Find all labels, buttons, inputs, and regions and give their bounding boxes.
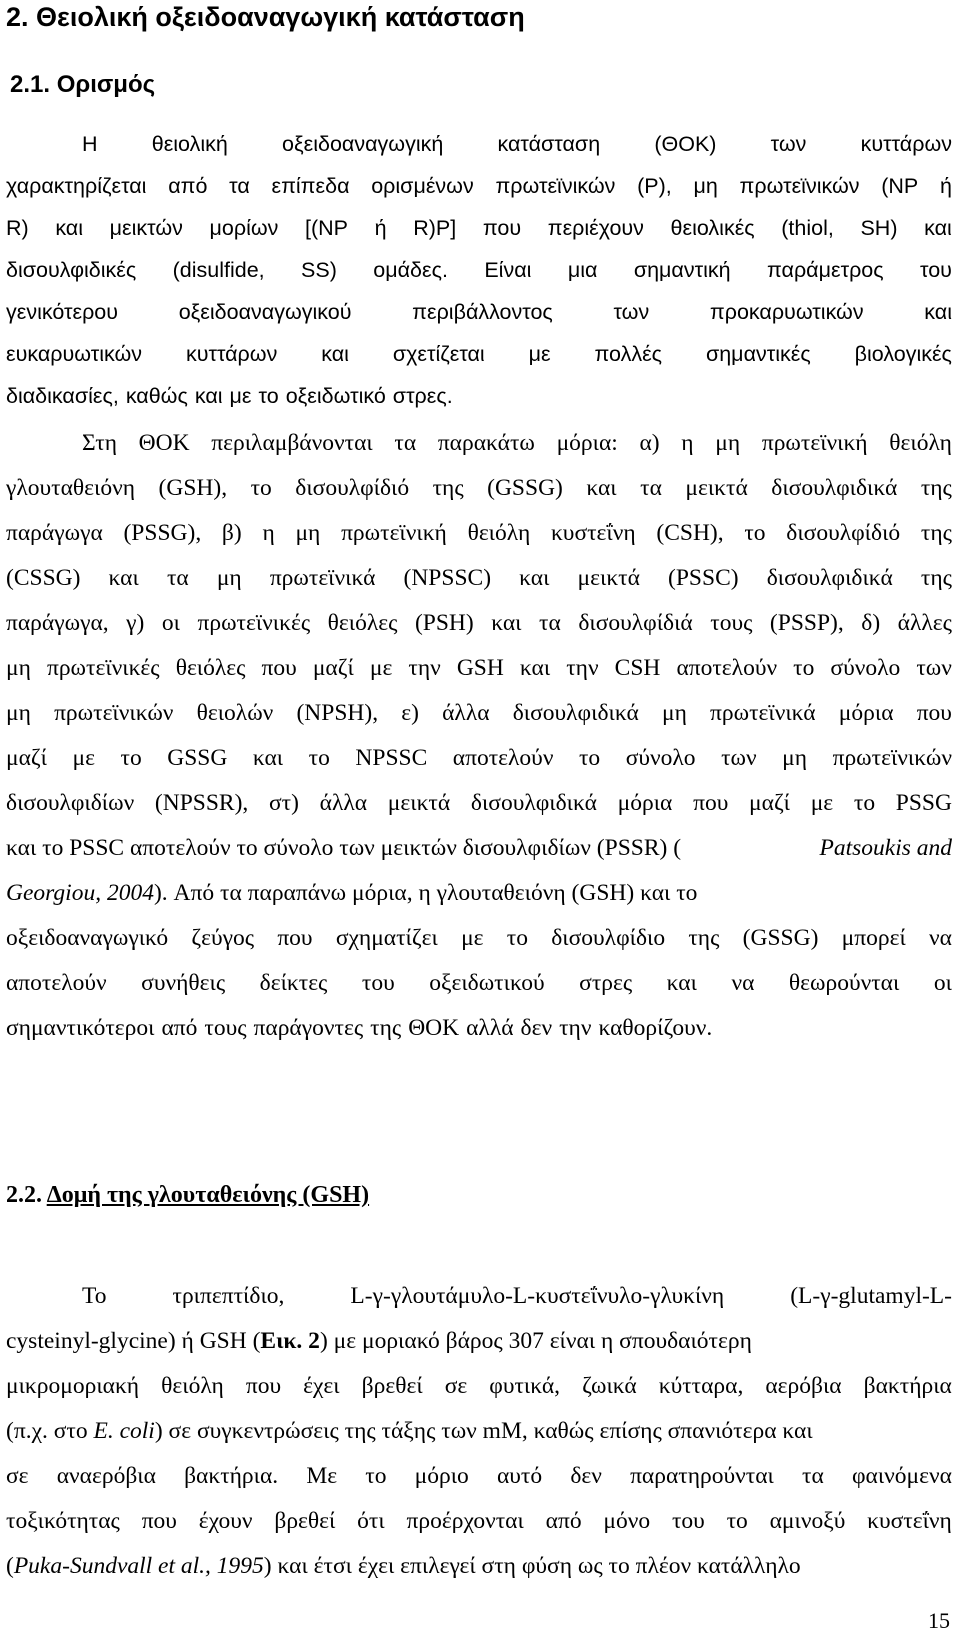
word: μόρια	[838, 700, 894, 726]
word: βρεθεί	[274, 1508, 336, 1534]
word: μεικτά	[387, 790, 451, 816]
word: (ΘΟΚ)	[654, 132, 717, 156]
word: αποτελούν	[676, 655, 778, 681]
word: μεικτά	[577, 565, 640, 591]
word: και	[519, 565, 550, 591]
word: κυττάρων	[185, 342, 278, 366]
section-title: Δομή της γλουταθειόνης (GSH)	[46, 1182, 370, 1208]
text-line-part	[6, 1545, 801, 1587]
word: Η	[82, 132, 98, 156]
word: Με	[306, 1463, 338, 1489]
word: οι	[933, 970, 952, 996]
word: σύνολο	[625, 745, 696, 771]
word: στ)	[269, 790, 299, 816]
word: τα	[394, 430, 417, 456]
word: γ)	[126, 610, 145, 636]
word: κυστεΐνη	[550, 520, 636, 546]
word: οξειδοαναγωγικού	[178, 300, 352, 324]
word: ΘΟΚ	[408, 1015, 460, 1041]
text-line-part: ) με μοριακό βάρος 307 είναι η σπουδαιότερη	[319, 1328, 752, 1354]
text-line	[6, 1007, 952, 1049]
word: δεν	[570, 1463, 602, 1489]
word: (NPSSC)	[403, 565, 492, 591]
word: Το	[82, 1283, 107, 1309]
word: ή	[939, 174, 952, 198]
word: θειόλες	[175, 655, 246, 681]
word: θειολών	[196, 700, 274, 726]
word: δισουλφίδιό	[786, 520, 901, 546]
word: μεικτών	[109, 216, 183, 240]
word: μη	[693, 174, 718, 198]
word: ζεύγος	[191, 925, 255, 951]
word: αναερόβια	[56, 1463, 156, 1489]
word: (L-γ-glutamyl-L-	[790, 1283, 952, 1309]
word: τα	[640, 475, 662, 501]
section-number: 2.2.	[6, 1182, 42, 1208]
word: της	[920, 475, 952, 501]
word: και	[924, 216, 952, 240]
word: το	[853, 790, 876, 816]
word: δείκτες	[259, 970, 328, 996]
word: (PSSG),	[123, 520, 202, 546]
word: πρωτεϊνικές	[46, 655, 160, 681]
word: Στη	[82, 430, 117, 456]
word: άλλες	[897, 610, 952, 636]
text-line	[6, 917, 952, 959]
text-line	[6, 782, 952, 824]
word: από	[161, 1015, 198, 1041]
word: περιβάλλοντος	[412, 300, 553, 324]
word: ή	[374, 216, 387, 240]
word: ΘΟΚ	[138, 430, 190, 456]
word: δισουλφίδιά	[578, 610, 693, 636]
text-line	[6, 872, 952, 914]
word: δισουλφιδικά	[470, 790, 597, 816]
word: η	[681, 430, 694, 456]
text-line-part: (π.χ. στο	[6, 1418, 94, 1444]
word: την	[566, 655, 599, 681]
word: διαδικασίες,	[6, 384, 119, 408]
word: μεικτά	[685, 475, 748, 501]
word: οξειδωτικού	[429, 970, 545, 996]
word: το	[793, 655, 815, 681]
word: της	[688, 925, 720, 951]
word: βρεθεί	[361, 1373, 423, 1399]
word: μαζί	[749, 790, 790, 816]
citation-author-year: Georgiou, 2004	[6, 880, 154, 906]
word: μπορεί	[841, 925, 906, 951]
word: των	[613, 300, 650, 324]
text-line	[6, 1275, 952, 1317]
word: που	[277, 925, 313, 951]
word: δ)	[861, 610, 881, 636]
word: φυτικά,	[489, 1373, 561, 1399]
word: SH)	[860, 216, 898, 240]
word: σημαντικές	[705, 342, 811, 366]
word: (P),	[637, 174, 672, 198]
word: που	[245, 1373, 282, 1399]
word: και	[924, 300, 952, 324]
word: το	[578, 745, 601, 771]
word: (GSSG)	[742, 925, 819, 951]
text-line	[6, 1410, 952, 1452]
word: θειόλες	[327, 610, 398, 636]
word: του	[671, 1508, 705, 1534]
word: και	[252, 745, 284, 771]
word: και	[491, 610, 522, 636]
word: να	[929, 925, 952, 951]
word: πρωτεϊνική	[341, 520, 447, 546]
word: κατάσταση	[497, 132, 601, 156]
text-line	[6, 1500, 952, 1542]
word: δισουλφίδιό	[295, 475, 410, 501]
word: το	[308, 745, 330, 771]
word: NPSSC	[355, 745, 428, 771]
word: α)	[639, 430, 660, 456]
word: κύτταρα,	[658, 1373, 744, 1399]
word: το	[365, 1463, 387, 1489]
word: και	[55, 216, 84, 240]
word: κυττάρων	[860, 132, 952, 156]
word: της	[920, 520, 952, 546]
text-line	[6, 557, 952, 599]
word: το	[250, 475, 272, 501]
word: του	[361, 970, 395, 996]
word: περιλαμβάνονται	[211, 430, 373, 456]
text-line	[6, 249, 952, 291]
word: στρες.	[392, 384, 453, 408]
word: μόρια:	[556, 430, 618, 456]
word: δεν	[520, 1015, 553, 1041]
word: (GSSG)	[487, 475, 563, 501]
text-line	[6, 165, 952, 207]
word: και	[194, 384, 223, 408]
section-heading-gsh-structure	[6, 1178, 369, 1212]
word: στρες	[579, 970, 633, 996]
text-line	[6, 1545, 952, 1587]
word: ομάδες.	[373, 258, 448, 282]
word: και	[108, 565, 139, 591]
word: παράμετρος	[766, 258, 884, 282]
word: πρωτεϊνικών	[495, 174, 616, 198]
word: που	[261, 655, 297, 681]
word: οι	[161, 610, 180, 636]
word: μαζί	[6, 745, 47, 771]
word: θειολική	[151, 132, 228, 156]
word: οξειδοαναγωγικό	[6, 925, 169, 951]
word: αποτελούν	[6, 970, 107, 996]
word: παράγωγα	[6, 520, 103, 546]
word: ζωικά	[582, 1373, 637, 1399]
text-line	[6, 512, 952, 554]
word: τριπεπτίδιο,	[172, 1283, 285, 1309]
word: τοξικότητας	[6, 1508, 120, 1534]
word: θειολικές	[670, 216, 755, 240]
word: δισουλφίδιο	[551, 925, 666, 951]
text-line-part: ). Από τα παραπάνω μόρια, η γλουταθειόνη (GSH) και το	[153, 880, 698, 906]
word: με	[229, 384, 252, 408]
word: αποτελούν	[452, 745, 554, 771]
word: το	[506, 925, 528, 951]
word: CSH	[614, 655, 661, 681]
word: τους	[710, 610, 753, 636]
word: κυστεΐνη	[867, 1508, 952, 1534]
word: θειόλη	[467, 520, 531, 546]
word: (CSSG)	[6, 565, 81, 591]
text-line-part: ) σε συγκεντρώσεις της τάξης των mM, καθώς επίσης σπανιότερα και	[154, 1418, 813, 1444]
word: [(NP	[305, 216, 349, 240]
text-line	[6, 467, 952, 509]
word: αερόβια	[765, 1373, 842, 1399]
word: (NPSSR),	[154, 790, 249, 816]
word: πρωτεϊνικών	[739, 174, 860, 198]
word: φαινόμενα	[851, 1463, 952, 1489]
citation-author: Patsoukis and	[819, 835, 952, 861]
word: πρωτεϊνικών	[832, 745, 952, 771]
word: βακτήρια	[863, 1373, 952, 1399]
word: το	[726, 1508, 748, 1534]
word: των	[770, 132, 807, 156]
word: μόνο	[603, 1508, 651, 1534]
text-line-part: και το PSSC αποτελούν το σύνολο των μεικτών δισουλφιδίων (PSSR) (	[6, 835, 682, 861]
word: μη	[295, 520, 321, 546]
word: με	[461, 925, 484, 951]
word: συνήθεις	[141, 970, 226, 996]
word: τα	[166, 565, 189, 591]
text-line	[6, 375, 952, 417]
word: L-γ-γλουτάμυλο-L-κυστεΐνυλο-γλυκίνη	[350, 1283, 725, 1309]
text-line	[6, 1365, 952, 1407]
word: των	[916, 655, 952, 681]
word: που	[141, 1508, 177, 1534]
word: μικρομοριακή	[6, 1373, 140, 1399]
word: τους	[204, 1015, 247, 1041]
citation: Puka-Sundvall et al., 1995	[13, 1553, 264, 1579]
word: πρωτεϊνικές	[197, 610, 311, 636]
word: β)	[221, 520, 242, 546]
word: ότι	[357, 1508, 385, 1534]
word: την	[408, 655, 441, 681]
word: να	[731, 970, 755, 996]
word: του	[920, 258, 952, 282]
word: με	[810, 790, 834, 816]
chapter-heading: 2. Θειολική οξειδοαναγωγική κατάσταση	[6, 2, 525, 32]
word: άλλα	[442, 700, 490, 726]
word: (NPSH),	[296, 700, 379, 726]
word: PSSG	[895, 790, 952, 816]
word: έχουν	[198, 1508, 253, 1534]
word: προέρχονται	[406, 1508, 524, 1534]
word: GSH	[456, 655, 504, 681]
word: και	[321, 342, 349, 366]
word: πρωτεϊνικών	[54, 700, 174, 726]
word: (disulfide,	[172, 258, 265, 282]
word: οξειδοαναγωγική	[282, 132, 444, 156]
word: παράγοντες	[253, 1015, 364, 1041]
word: θειόλη	[889, 430, 952, 456]
word: το	[744, 520, 766, 546]
text-line-part: cysteinyl-glycine) ή GSH (	[6, 1328, 261, 1354]
word: σύνολο	[830, 655, 901, 681]
word: ευκαρυωτικών	[6, 342, 143, 366]
word: (NP	[881, 174, 919, 198]
word: μη	[6, 655, 31, 681]
word: πρωτεϊνικά	[269, 565, 376, 591]
word: δισουλφιδικές	[6, 258, 137, 282]
section-heading-definition: 2.1. Ορισμός	[10, 71, 156, 98]
word: θειόλη	[161, 1373, 224, 1399]
text-line	[6, 1455, 952, 1497]
word: μη	[715, 430, 741, 456]
word: των	[721, 745, 757, 771]
text-line	[6, 827, 952, 869]
word: μια	[567, 258, 598, 282]
text-line	[6, 291, 952, 333]
word: μη	[216, 565, 242, 591]
text-line-part	[6, 1410, 813, 1452]
word: ορισμένων	[371, 174, 474, 198]
text-line	[6, 602, 952, 644]
word: την	[559, 1015, 592, 1041]
word: πρωτεϊνικά	[710, 700, 816, 726]
word: θεωρούνται	[788, 970, 900, 996]
word: της	[920, 565, 952, 591]
text-line	[6, 647, 952, 689]
text-line	[6, 962, 952, 1004]
word: (PSSP),	[769, 610, 844, 636]
word: με	[369, 655, 393, 681]
word: (PSH)	[414, 610, 474, 636]
species-name: E. coli	[93, 1418, 155, 1444]
text-line-part	[6, 872, 697, 914]
word: οξειδωτικό	[285, 384, 386, 408]
word: σε	[6, 1463, 29, 1489]
word: πολλές	[594, 342, 663, 366]
word: καθώς	[125, 384, 188, 408]
text-line	[6, 333, 952, 375]
word: επίπεδα	[271, 174, 350, 198]
word: GSSG	[167, 745, 228, 771]
word: άλλα	[319, 790, 368, 816]
word: αυτό	[496, 1463, 543, 1489]
word: αλλά	[466, 1015, 514, 1041]
word: προκαρυωτικών	[709, 300, 864, 324]
word: τα	[539, 610, 561, 636]
word: βακτήρια.	[184, 1463, 279, 1489]
word: περιέχουν	[547, 216, 644, 240]
word: μη	[782, 745, 808, 771]
word: μη	[661, 700, 687, 726]
word: που	[916, 700, 952, 726]
word: R)P]	[413, 216, 457, 240]
word: το	[120, 745, 142, 771]
word: και	[666, 970, 697, 996]
word: με	[528, 342, 551, 366]
text-line-part: (	[6, 1553, 14, 1579]
word: (PSSC)	[668, 565, 739, 591]
word: σημαντικότεροι	[6, 1015, 155, 1041]
word: δισουλφιδικά	[766, 565, 893, 591]
word: μορίων	[209, 216, 279, 240]
word: της	[370, 1015, 402, 1041]
word: ε)	[401, 700, 419, 726]
word: μη	[6, 700, 31, 726]
word: SS)	[301, 258, 337, 282]
text-line	[6, 692, 952, 734]
word: τα	[802, 1463, 824, 1489]
text-line	[6, 207, 952, 249]
word: δισουλφιδικά	[771, 475, 898, 501]
word: δισουλφιδικά	[512, 700, 639, 726]
text-line	[6, 422, 952, 464]
text-line-part: ) και έτσι έχει επιλεγεί στη φύση ως το πλέον κατάλληλο	[263, 1553, 801, 1579]
figure-reference: Εικ. 2	[260, 1328, 320, 1354]
word: γλουταθειόνη	[6, 475, 136, 501]
word: από	[545, 1508, 582, 1534]
word: με	[72, 745, 95, 771]
word: Είναι	[484, 258, 532, 282]
word: δισουλφιδίων	[6, 790, 135, 816]
word: παράγωγα,	[6, 610, 109, 636]
word: παρατηρούνται	[630, 1463, 774, 1489]
word: που	[693, 790, 729, 816]
word: μόριο	[414, 1463, 469, 1489]
text-line-part	[6, 1320, 752, 1362]
word: σημαντική	[633, 258, 731, 282]
text-line	[6, 1320, 952, 1362]
word: χαρακτηρίζεται	[6, 174, 147, 198]
word: σχηματίζει	[335, 925, 438, 951]
word: και	[586, 475, 617, 501]
word: το	[258, 384, 279, 408]
word: αμινοξύ	[769, 1508, 846, 1534]
word: καθορίζουν.	[598, 1015, 713, 1041]
word: σχετίζεται	[392, 342, 485, 366]
text-line	[6, 737, 952, 779]
word: τα	[229, 174, 250, 198]
word: (CSH),	[656, 520, 724, 546]
word: της	[432, 475, 464, 501]
word: πρωτεϊνική	[761, 430, 868, 456]
word: η	[262, 520, 275, 546]
word: (GSH),	[158, 475, 228, 501]
word: από	[168, 174, 208, 198]
word: βιολογικές	[854, 342, 952, 366]
page-number: 15	[928, 1608, 950, 1633]
word: παρακάτω	[437, 430, 535, 456]
word: R)	[6, 216, 29, 240]
word: σε	[444, 1373, 468, 1399]
word: γενικότερου	[6, 300, 119, 324]
text-line	[6, 123, 952, 165]
word: που	[482, 216, 522, 240]
word: μόρια	[617, 790, 673, 816]
word: και	[519, 655, 551, 681]
word: έχει	[303, 1373, 340, 1399]
word: μαζί	[312, 655, 354, 681]
word: (thiol,	[781, 216, 834, 240]
